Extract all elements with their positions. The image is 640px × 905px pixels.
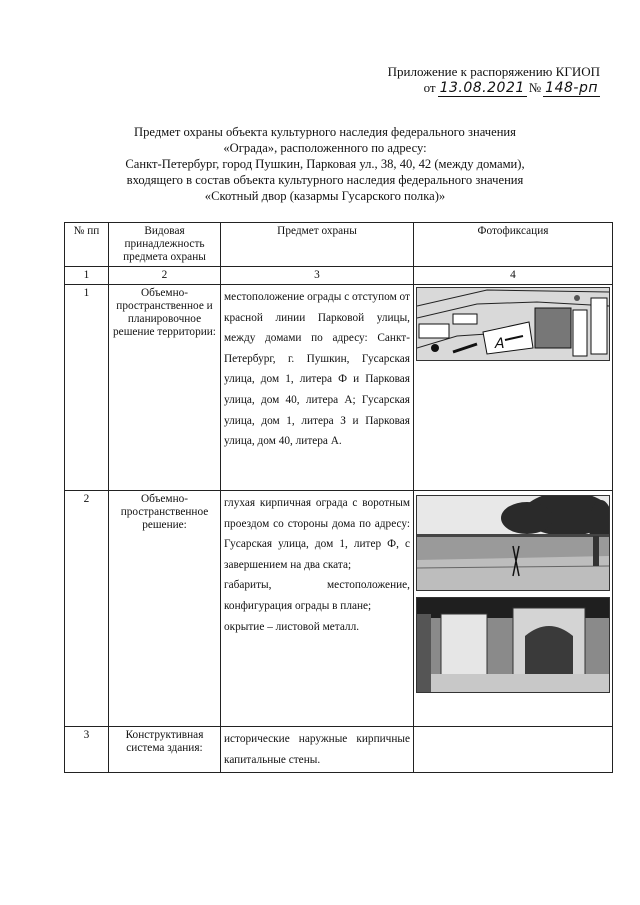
table-header-row xyxy=(65,223,613,267)
protection-table xyxy=(64,222,613,773)
appendix-date-line xyxy=(424,80,600,97)
row-photos xyxy=(414,285,613,491)
column-number: 3 xyxy=(221,267,414,285)
appendix-header xyxy=(388,64,600,97)
header-subject: Предмет охраны xyxy=(221,223,414,267)
column-number: 2 xyxy=(109,267,221,285)
title-line: Предмет охраны объекта культурного наследия федерального значения xyxy=(134,125,516,139)
table-row xyxy=(65,727,613,773)
row-number: 1 xyxy=(65,285,109,491)
fence-photo-icon xyxy=(416,495,610,591)
handwritten-number: 148-рп xyxy=(545,80,598,96)
header-kind: Видовая принадлежность предмета охраны xyxy=(109,223,221,267)
row-number: 3 xyxy=(65,727,109,773)
table-row xyxy=(65,285,613,491)
row-subject: исторические наружные кирпичные капитальные стены. xyxy=(221,727,414,773)
subject-line: габариты, местоположение, конфигурация ограды в плане; xyxy=(224,579,410,612)
column-number: 4 xyxy=(414,267,613,285)
row-subject: местоположение ограды с отступом от красной линии Парковой улицы, между домами по адресу: Санкт-Петербург, г. Пушкин, Гусарская улица, дом 1, литера Ф и Парковая улица, дом 40, литера А; Гусарская улица, дом 1, литера З и Парковая улица, дом 40, литера А. xyxy=(221,285,414,491)
title-line: Санкт-Петербург, город Пушкин, Парковая ул., 38, 40, 42 (между домами), xyxy=(125,157,525,171)
handwritten-date: 13.08.2021 xyxy=(439,80,525,96)
row-number: 2 xyxy=(65,491,109,727)
row-photos xyxy=(414,727,613,773)
row-kind: Конструктивная система здания: xyxy=(109,727,221,773)
subject-line: окрытие – листовой металл. xyxy=(224,620,360,633)
column-number: 1 xyxy=(65,267,109,285)
title-line: входящего в состав объекта культурного наследия федерального значения xyxy=(126,173,524,187)
table-row xyxy=(65,491,613,727)
gate-photo-icon xyxy=(416,597,610,693)
site-plan-map-icon xyxy=(416,287,610,361)
row-subject xyxy=(221,491,414,727)
document-title xyxy=(60,124,590,204)
appendix-title: Приложение к распоряжению КГИОП xyxy=(387,64,600,79)
row-kind: Объемно-пространственное и планировочное решение территории: xyxy=(109,285,221,491)
title-line: «Скотный двор (казармы Гусарского полка)» xyxy=(204,189,446,203)
title-line: «Ограда», расположенного по адресу: xyxy=(223,141,427,155)
date-prefix: от xyxy=(423,80,436,95)
map-letter: А xyxy=(495,336,505,352)
column-numbers-row xyxy=(65,267,613,285)
number-sign: № xyxy=(528,80,542,95)
row-photos xyxy=(414,491,613,727)
header-photo: Фотофиксация xyxy=(414,223,613,267)
header-number: № пп xyxy=(65,223,109,267)
row-kind: Объемно-пространственное решение: xyxy=(109,491,221,727)
subject-line: глухая кирпичная ограда с воротным проездом со стороны дома по адресу: Гусарская улица, дом 1, литер Ф, с завершением на два ската; xyxy=(224,497,410,571)
